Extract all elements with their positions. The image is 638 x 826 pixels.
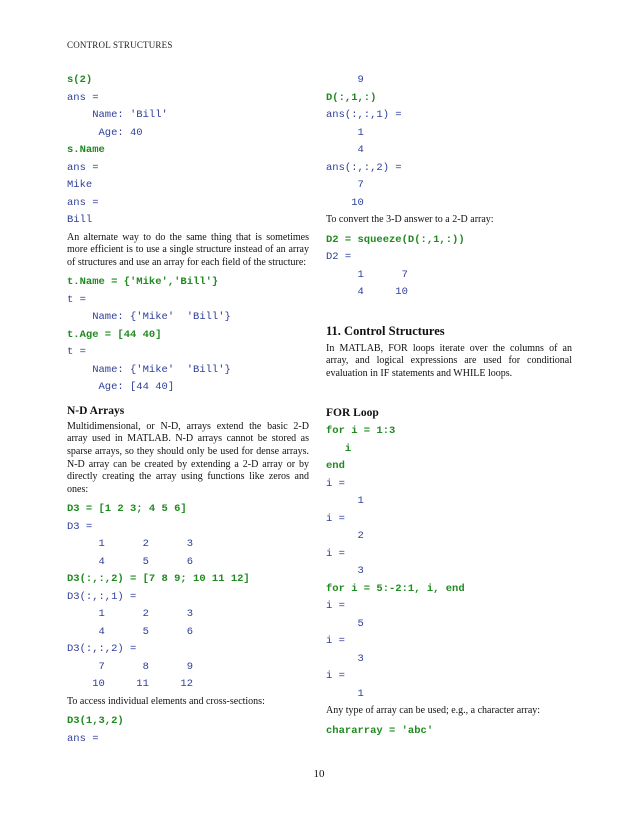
spacer — [326, 302, 572, 324]
code-output: Name: {'Mike' 'Bill'} — [67, 363, 231, 376]
code-output: 7 8 9 — [67, 660, 194, 673]
section-title: 11. Control Structures — [326, 323, 445, 338]
code-output: ans(:,:,1) = — [326, 109, 402, 121]
code-output: 4 5 6 — [67, 625, 194, 638]
code-output: 9 — [326, 74, 364, 86]
code-output: D3(:,:,2) = — [67, 643, 137, 656]
body-paragraph: Multidimensional, or N-D, arrays extend the basic 2-D array used in MATLAB. N-D arrays cannot be stored as sparse arrays, so they should only be used for dense arrays. N-D array can be created by extending a 2-D array or by directly creating the array using functions like zeros and ones: — [67, 420, 309, 495]
code-command: D(:,1,:) — [326, 91, 377, 104]
subsection-heading: FOR Loop — [326, 407, 379, 420]
body-paragraph: An alternate way to do the same thing that is sometimes more efficient is to use a single structure instead of an array of structures and use an array for each field of the structure: — [67, 231, 309, 268]
code-output: i = — [326, 547, 345, 560]
code-output: 4 — [326, 144, 364, 156]
code-command: D3 = [1 2 3; 4 5 6] — [67, 503, 187, 516]
code-output: D3(:,:,1) = — [67, 590, 137, 603]
code-output: Mike — [67, 179, 93, 191]
code-output: t = — [67, 293, 86, 306]
code-command: end — [326, 460, 345, 473]
body-paragraph: To convert the 3-D answer to a 2-D array: — [326, 214, 494, 225]
code-output: 1 2 3 — [67, 538, 194, 551]
code-output: 7 — [326, 179, 364, 191]
page-number: 10 — [313, 768, 325, 780]
code-command: for i = 1:3 — [326, 425, 396, 438]
code-output: 5 — [326, 617, 364, 630]
code-output: i = — [326, 670, 345, 683]
code-output: 10 11 12 — [67, 678, 194, 691]
code-output: ans = — [67, 732, 99, 745]
code-output: D3 = — [67, 520, 93, 533]
code-output: D2 = — [326, 251, 352, 264]
code-output: ans = — [67, 196, 99, 209]
code-output: Bill — [67, 214, 93, 226]
body-paragraph: To access individual elements and cross-sections: — [67, 695, 265, 707]
code-command: t.Name = {'Mike','Bill'} — [67, 276, 219, 289]
code-output: Age: 40 — [67, 126, 143, 139]
subsection-heading: N-D Arrays — [67, 404, 125, 417]
spacer — [326, 385, 572, 399]
code-output: i = — [326, 477, 345, 490]
code-output: ans = — [67, 161, 99, 174]
code-command: i — [326, 442, 352, 455]
code-command: t.Age = [44 40] — [67, 328, 162, 341]
code-command: s.Name — [67, 144, 105, 156]
code-command: D3(1,3,2) — [67, 715, 124, 728]
code-output: 4 5 6 — [67, 555, 194, 568]
code-output: Name: {'Mike' 'Bill'} — [67, 311, 231, 324]
code-command: chararray = 'abc' — [326, 724, 434, 737]
code-command: s(2) — [67, 74, 93, 86]
code-output: i = — [326, 635, 345, 648]
code-output: 1 — [326, 495, 364, 508]
left-column — [67, 72, 309, 748]
code-output: 1 2 3 — [67, 608, 194, 621]
code-output: ans(:,:,2) = — [326, 161, 402, 174]
code-output: ans = — [67, 91, 99, 104]
code-output: Name: 'Bill' — [67, 109, 168, 121]
code-output: 10 — [326, 196, 364, 209]
code-output: 1 7 — [326, 268, 408, 281]
code-output: t = — [67, 346, 86, 359]
running-header: CONTROL STRUCTURES — [67, 40, 173, 50]
code-command: D2 = squeeze(D(:,1,:)) — [326, 233, 465, 246]
right-column — [326, 72, 572, 740]
code-output: i = — [326, 512, 345, 525]
body-paragraph: Any type of array can be used; e.g., a character array: — [326, 705, 541, 717]
body-paragraph: In MATLAB, FOR loops iterate over the columns of an array, and logical expressions are used for conditional evaluation in IF statements and WHILE loops. — [326, 342, 572, 379]
code-output: 3 — [326, 652, 364, 665]
code-output: 1 — [326, 126, 364, 139]
code-output: 3 — [326, 565, 364, 578]
code-output: i = — [326, 600, 345, 613]
code-output: 1 — [326, 687, 364, 700]
code-command: D3(:,:,2) = [7 8 9; 10 11 12] — [67, 573, 250, 586]
code-output: 2 — [326, 530, 364, 543]
code-output: Age: [44 40] — [67, 381, 175, 394]
code-output: 4 10 — [326, 286, 408, 299]
code-command: for i = 5:-2:1, i, end — [326, 582, 465, 595]
